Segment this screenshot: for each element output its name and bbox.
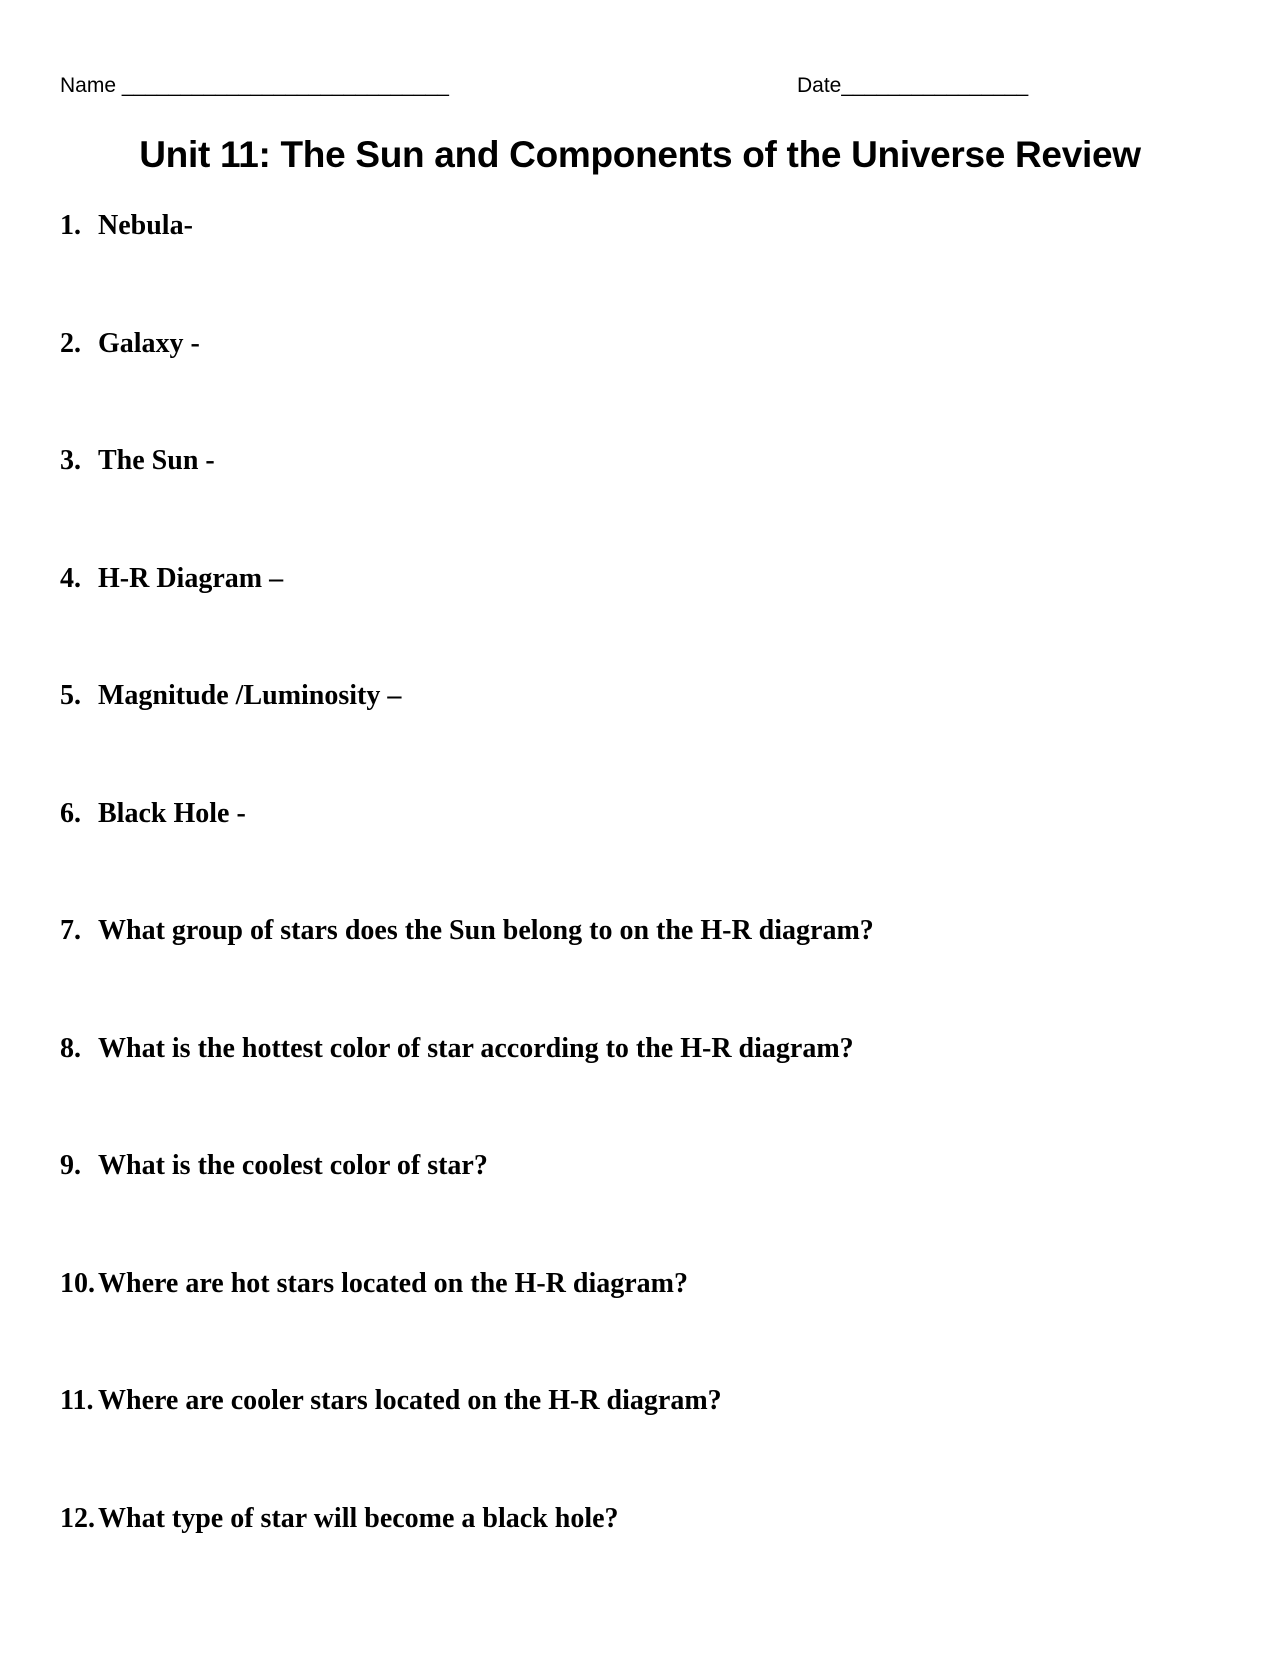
page-title: Unit 11: The Sun and Components of the Universe Review — [139, 134, 1141, 175]
question-item — [60, 445, 1220, 563]
name-field[interactable]: Name ____________________________ — [60, 74, 449, 97]
question-text: Where are hot stars located on the H-R diagram? — [98, 1267, 688, 1299]
question-number: 10. — [60, 1267, 95, 1299]
question-text: The Sun - — [98, 445, 215, 476]
question-number: 7. — [60, 915, 81, 946]
question-number: 8. — [60, 1032, 81, 1064]
date-field[interactable]: Date________________ — [797, 74, 1029, 97]
question-text: H-R Diagram – — [98, 562, 284, 594]
question-number: 1. — [60, 210, 81, 241]
question-text: Galaxy - — [98, 327, 200, 359]
question-number: 4. — [60, 562, 81, 594]
header-row — [60, 74, 1220, 104]
question-item — [60, 1503, 1220, 1621]
question-list — [60, 210, 1220, 1620]
question-text: What group of stars does the Sun belong to on the H-R diagram? — [98, 915, 874, 946]
question-number: 9. — [60, 1150, 81, 1181]
question-text: Nebula- — [98, 210, 193, 241]
question-text: Black Hole - — [98, 797, 246, 829]
question-item — [60, 680, 1220, 798]
question-number: 3. — [60, 445, 81, 476]
question-number: 6. — [60, 797, 81, 829]
question-item — [60, 1385, 1220, 1503]
question-text: What is the hottest color of star according to the H-R diagram? — [98, 1032, 854, 1064]
question-item — [60, 210, 1220, 328]
question-item — [60, 1033, 1220, 1151]
question-number: 12. — [60, 1502, 95, 1534]
question-number: 2. — [60, 327, 81, 359]
question-item — [60, 915, 1220, 1033]
question-item — [60, 798, 1220, 916]
question-number: 11. — [60, 1385, 94, 1416]
question-text: What type of star will become a black hole? — [98, 1502, 619, 1534]
question-item — [60, 328, 1220, 446]
question-text: Magnitude /Luminosity – — [98, 680, 402, 711]
question-item — [60, 1268, 1220, 1386]
question-text: What is the coolest color of star? — [98, 1150, 488, 1181]
question-text: Where are cooler stars located on the H-R diagram? — [98, 1385, 722, 1416]
question-item — [60, 1150, 1220, 1268]
question-number: 5. — [60, 680, 81, 711]
question-item — [60, 563, 1220, 681]
